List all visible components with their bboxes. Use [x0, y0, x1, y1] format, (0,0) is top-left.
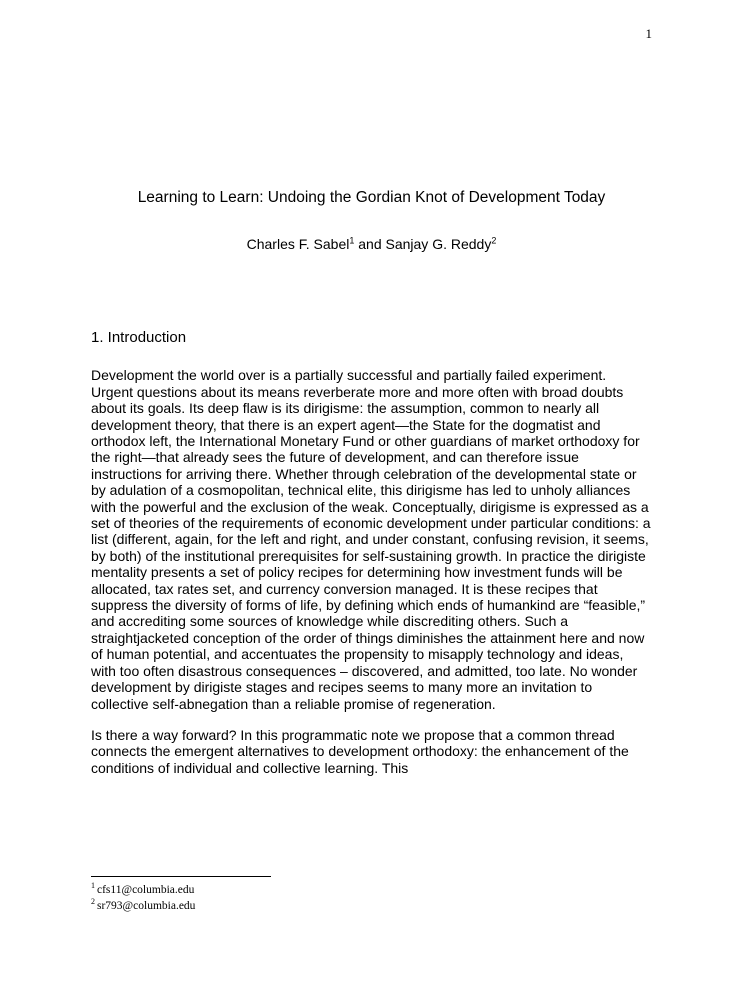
footnote-1: [91, 882, 652, 898]
footnote-separator-rule: [91, 876, 271, 877]
author-2-footnote-marker: 2: [491, 235, 497, 246]
footnote-2-text: sr793@columbia.edu: [97, 900, 196, 912]
footnote-1-text: cfs11@columbia.edu: [97, 884, 195, 896]
author-line: [91, 236, 652, 252]
page-content: [91, 0, 652, 776]
author-1-footnote-marker: 1: [349, 235, 355, 246]
paragraph-1: Development the world over is a partially successful and partially failed experiment. Urgent questions about its means reverberate more and more often with broad doubts about its goals. Its deep flaw is its dirigisme: the assumption, common to nearly all development theory, that there is an expert agent—the State for the dogmatist and orthodox left, the International Monetary Fund or other guardians of market orthodoxy for the right—that already sees the future of development, and can therefore issue instructions for arriving there. Whether through celebration of the developmental state or by adulation of a cosmopolitan, technical elite, this dirigisme has led to unholy alliances with the powerful and the exclusion of the weak. Conceptually, dirigisme is expressed as a set of theories of the requirements of economic development under particular conditions: a list (different, again, for the left and right, and under constant, confusing revision, it seems, by both) of the institutional prerequisites for self-sustaining growth. In practice the dirigiste mentality presents a set of policy recipes for determining how investment funds will be allocated, tax rates set, and currency conversion managed. It is these recipes that suppress the diversity of forms of life, by defining which ends of humankind are “feasible,” and accrediting some sources of knowledge while discrediting others. Such a straightjacketed conception of the order of things diminishes the attainment here and now of human potential, and accentuates the propensity to misapply technology and ideas, with too often disastrous consequences – discovered, and admitted, too late. No wonder development by dirigiste stages and recipes seems to many more an invitation to collective self-abnegation than a reliable promise of regeneration.: [91, 367, 651, 712]
footnote-2: [91, 898, 652, 914]
author-separator: and: [354, 236, 386, 253]
author-1: Charles F. Sabel: [246, 236, 350, 253]
footnote-2-marker: 2: [91, 897, 95, 907]
paper-title: Learning to Learn: Undoing the Gordian Knot of Development Today: [137, 189, 606, 206]
footnote-area: [91, 876, 652, 914]
paragraph-2: Is there a way forward? In this programmatic note we propose that a common thread connects the emergent alternatives to development orthodoxy: the enhancement of the conditions of individual and collective learning. This: [91, 726, 629, 776]
page-number: 1: [645, 26, 652, 41]
author-2: Sanjay G. Reddy: [385, 236, 492, 253]
section-heading-introduction: 1. Introduction: [91, 329, 187, 347]
footnote-1-marker: 1: [91, 881, 95, 891]
